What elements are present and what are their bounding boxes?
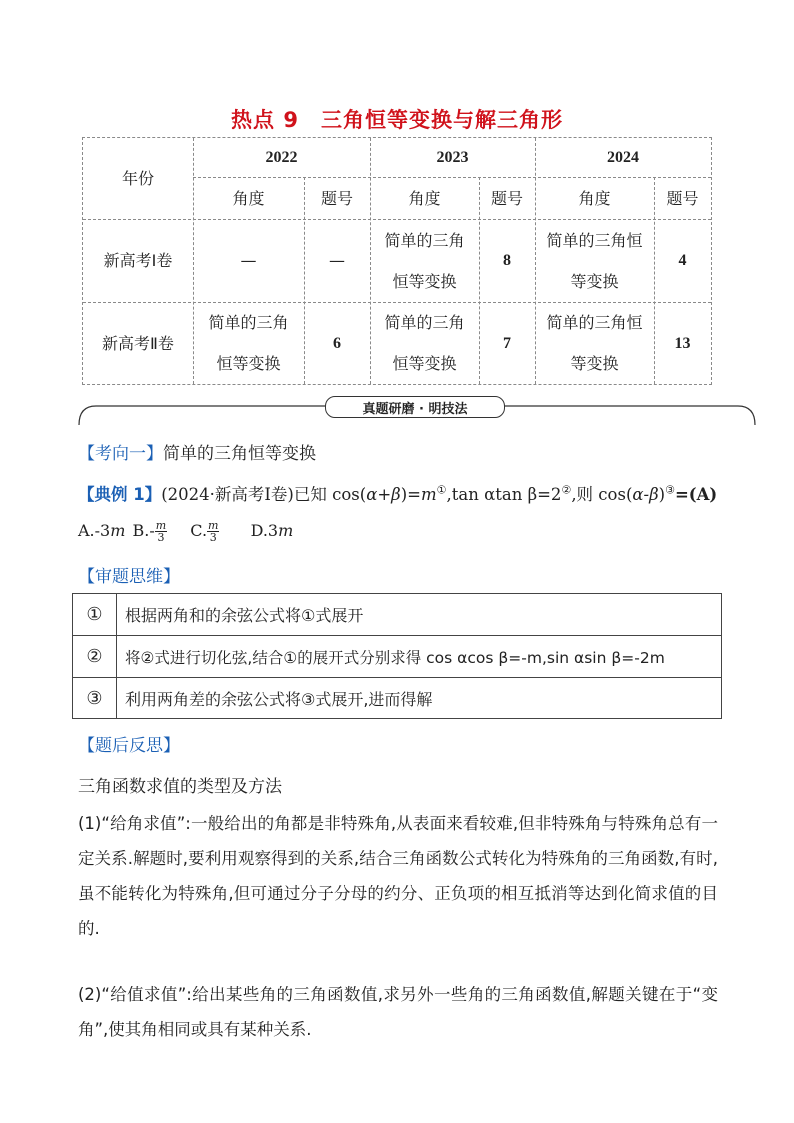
example-then: ,则 cos( [571, 485, 633, 504]
year-header: 年份 [121, 169, 154, 188]
angle-line: 等变换 [570, 354, 619, 373]
example-line [78, 481, 717, 505]
step-number: ① [73, 594, 117, 635]
angle-line: 简单的三角恒 [546, 313, 643, 332]
var-m: m [420, 485, 437, 504]
angle-line: 简单的三角 [384, 313, 465, 332]
year-2023: 2023 [436, 149, 469, 166]
option-a: A.-3m [78, 521, 126, 540]
no-cell: 6 [333, 334, 341, 352]
option-b: B.- $\frac{m}{3}$ [132, 519, 167, 544]
angle-line: 恒等变换 [216, 354, 281, 373]
expr-diff: α-β [632, 485, 659, 504]
angle-cell [193, 302, 304, 384]
circle-1: ① [436, 483, 447, 497]
angle-header: 角度 [232, 188, 265, 208]
angle-line: 恒等变换 [392, 354, 457, 373]
angle-line: 简单的三角 [208, 313, 289, 332]
step-text: 根据两角和的余弦公式将①式展开 [125, 606, 364, 625]
no-cell: 4 [678, 252, 687, 269]
angle-cell [535, 219, 654, 302]
step-text: 将②式进行切化弦,结合①的展开式分别求得 cos αcos β=-m,sin αsin β=-2m [125, 648, 665, 667]
example-tag: 【典例 1】 [78, 485, 162, 504]
summary-title: 三角函数求值的类型及方法 [78, 777, 282, 797]
kaoxiang-text: 简单的三角恒等变换 [163, 444, 316, 464]
no-cell: 13 [674, 334, 691, 352]
kaoxiang-tag: 【考向一】 [78, 444, 163, 464]
example-answer: =(A) [674, 485, 718, 504]
fansi-heading: 【题后反思】 [78, 736, 180, 756]
thinking-steps-table [72, 593, 722, 719]
angle-cell: — [240, 251, 257, 270]
example-close: ) [658, 485, 666, 504]
angle-line: 等变换 [570, 271, 619, 291]
angle-line: 恒等变换 [392, 271, 457, 291]
angle-line: 简单的三角恒 [546, 230, 643, 250]
step-text: 利用两角差的余弦公式将③式展开,进而得解 [125, 690, 433, 709]
angle-cell [535, 302, 654, 384]
page-title: 热点 9 三角恒等变换与解三角形 [231, 108, 563, 132]
shenti-heading: 【审题思维】 [78, 567, 180, 587]
angle-line: 简单的三角 [384, 230, 465, 250]
kaoxiang-line [78, 439, 316, 464]
year-2022: 2022 [265, 149, 298, 166]
no-cell: 8 [503, 252, 511, 269]
no-cell: — [329, 251, 345, 270]
paragraph-1: (1)“给角求值”:一般给出的角都是非特殊角,从表面来看较难,但非特殊角与特殊角总有一定关系.解题时,要利用观察得到的关系,结合三角函数公式转化为特殊角的三角函数,有时,虽不能转化为特殊角,但可通过分子分母的约分、正负项的相互抵消等达到化简求值的目的. [78, 814, 718, 938]
step-number: ② [73, 636, 117, 677]
paragraph-2: (2)“给值求值”:给出某些角的三角函数值,求另外一些角的三角函数值,解题关键在于“变角”,使其角相同或具有某种关系. [78, 985, 718, 1039]
angle-cell [370, 219, 479, 302]
expr-sum: α+β [366, 485, 401, 504]
circle-3: ③ [665, 483, 675, 497]
section-banner: 真题研磨 · 明技法 [325, 396, 505, 418]
year-2024: 2024 [607, 149, 639, 166]
option-d: D.3m [250, 521, 294, 540]
angle-header: 角度 [578, 188, 611, 208]
no-header: 题号 [490, 188, 523, 208]
angle-cell [370, 302, 479, 384]
exam-distribution-table [82, 137, 712, 385]
row-name: 新高考Ⅱ卷 [102, 333, 174, 353]
no-header: 题号 [320, 188, 353, 208]
example-tan: ,tan αtan β=2 [446, 485, 562, 504]
step-row [73, 594, 721, 636]
no-cell: 7 [503, 334, 511, 352]
no-header: 题号 [666, 188, 699, 208]
row-name: 新高考Ⅰ卷 [103, 251, 173, 270]
step-row [73, 636, 721, 678]
options-line [78, 520, 293, 543]
example-source: (2024·新高考Ⅰ卷)已知 cos( [161, 485, 367, 504]
step-number: ③ [73, 678, 117, 719]
step-row [73, 678, 721, 719]
option-c: C. $\frac{m}{3}$ [190, 519, 219, 544]
example-eq: )= [400, 485, 421, 504]
angle-header: 角度 [408, 188, 441, 208]
circle-2: ② [561, 483, 572, 497]
